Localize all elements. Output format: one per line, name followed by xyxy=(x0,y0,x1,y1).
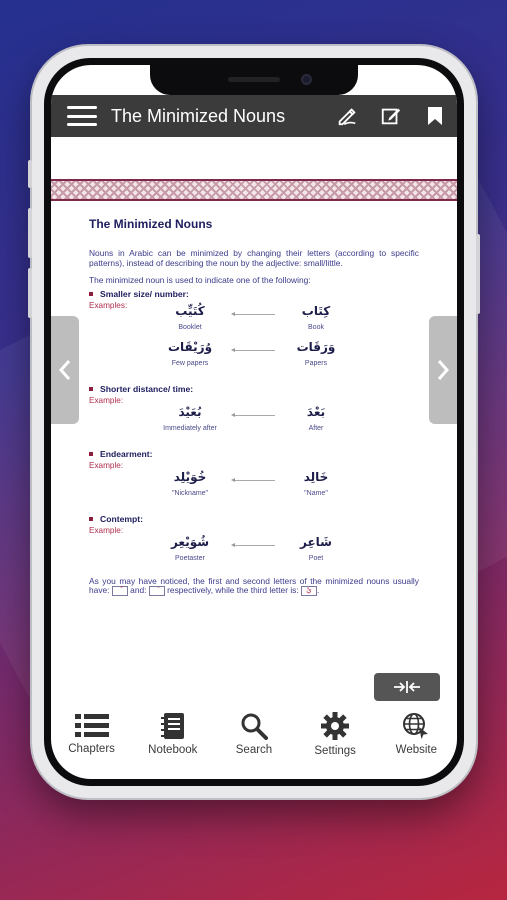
bullet xyxy=(89,292,93,296)
camera xyxy=(301,74,312,85)
bottom-navigation xyxy=(51,705,457,763)
example-label: Example: xyxy=(89,460,124,470)
phone-bezel xyxy=(44,58,464,786)
highlight-pen-icon[interactable] xyxy=(325,95,369,137)
nav-settings[interactable] xyxy=(295,711,375,757)
section-endearment xyxy=(89,449,419,506)
notebook-icon xyxy=(161,712,185,740)
arrow xyxy=(235,314,275,315)
app-bar xyxy=(51,95,457,137)
original-word: كِتَاب xyxy=(301,303,331,318)
section-heading: Endearment: xyxy=(100,448,153,459)
chevron-right-icon xyxy=(436,359,450,381)
arrow xyxy=(235,545,275,546)
damma-mark-box xyxy=(112,586,128,596)
example-pair xyxy=(89,535,419,571)
section-heading: Contempt: xyxy=(100,513,143,524)
minimized-word: كُتَيِّب xyxy=(175,303,205,318)
minimized-word: بُعَيْدَ xyxy=(178,404,202,419)
menu-icon[interactable] xyxy=(67,106,97,126)
edit-note-icon[interactable] xyxy=(369,95,413,137)
minimized-gloss: Poetaster xyxy=(175,554,205,562)
example-pair xyxy=(89,304,419,340)
section-heading: Shorter distance/ time: xyxy=(100,383,194,394)
section-heading: Smaller size/ number: xyxy=(100,288,189,299)
bullet xyxy=(89,387,93,391)
phone-frame xyxy=(32,46,476,798)
collapse-arrows-icon xyxy=(392,679,422,695)
arrow xyxy=(235,415,275,416)
power-button xyxy=(476,234,480,314)
phone-screen xyxy=(51,65,457,779)
decorative-band xyxy=(51,179,457,201)
lead-paragraph: The minimized noun is used to indicate one of the following: xyxy=(89,274,311,285)
volume-down-button xyxy=(28,268,32,318)
original-gloss: After xyxy=(308,424,324,432)
search-icon xyxy=(240,712,268,740)
arrow xyxy=(235,350,275,351)
bullet xyxy=(89,517,93,521)
fatha-mark-box xyxy=(149,586,165,596)
nav-label: Search xyxy=(235,744,273,756)
gear-icon xyxy=(320,711,350,741)
example-pair xyxy=(89,470,419,506)
minimized-word: شُوَيْعِر xyxy=(170,534,210,549)
minimized-word: خُوَيْلِد xyxy=(173,469,207,484)
original-word: وَرَقَات xyxy=(296,339,336,354)
original-gloss: Papers xyxy=(304,359,328,367)
original-word: خَالِد xyxy=(303,469,329,484)
original-gloss: Book xyxy=(308,323,324,331)
original-gloss: Poet xyxy=(308,554,324,562)
nav-search[interactable] xyxy=(214,712,294,756)
intro-paragraph: Nouns in Arabic can be minimized by changing their letters (according to specific patterns), instead of describing the noun by the adjective: small/little. xyxy=(89,248,419,268)
speaker xyxy=(228,77,280,82)
mute-switch xyxy=(28,160,32,188)
minimized-gloss: "Nickname" xyxy=(171,489,209,497)
page-title: The Minimized Nouns xyxy=(89,217,213,231)
nav-chapters[interactable] xyxy=(52,713,132,755)
minimized-word: وُرَيْقَات xyxy=(167,339,213,354)
example-label: Example: xyxy=(89,395,124,405)
minimized-gloss: Few papers xyxy=(171,359,209,367)
volume-up-button xyxy=(28,208,32,258)
minimized-gloss: Booklet xyxy=(178,323,202,331)
example-label: Example: xyxy=(89,525,124,535)
app-title: The Minimized Nouns xyxy=(111,105,286,126)
next-page-button[interactable] xyxy=(429,316,457,424)
previous-page-button[interactable] xyxy=(51,316,79,424)
original-word: بَعْدَ xyxy=(306,404,326,419)
closing-paragraph: As you may have noticed, the first and second letters of the minimized nouns usually have: and: respectively, while the third letter is: يْ . xyxy=(89,575,419,596)
list-icon xyxy=(75,713,109,739)
nav-website[interactable] xyxy=(376,712,456,756)
fit-page-button[interactable] xyxy=(374,673,440,701)
nav-notebook[interactable] xyxy=(133,712,213,756)
original-word: شَاعِر xyxy=(300,534,332,549)
section-contempt xyxy=(89,514,419,571)
arrow xyxy=(235,480,275,481)
minimized-gloss: Immediately after xyxy=(163,424,217,432)
chevron-left-icon xyxy=(58,359,72,381)
notch xyxy=(150,65,358,95)
page-content xyxy=(89,217,419,596)
globe-icon xyxy=(402,712,430,740)
book-page[interactable] xyxy=(51,137,457,665)
nav-label: Notebook xyxy=(148,744,198,756)
example-pair xyxy=(89,405,419,441)
original-gloss: "Name" xyxy=(304,489,328,497)
examples-label: Examples: xyxy=(89,300,128,310)
section-smaller-size xyxy=(89,289,419,376)
nav-label: Chapters xyxy=(68,743,115,755)
bullet xyxy=(89,452,93,456)
example-pair xyxy=(89,340,419,376)
nav-label: Settings xyxy=(314,745,356,757)
ya-sakin-box: يْ xyxy=(301,586,317,596)
bookmark-icon[interactable] xyxy=(413,95,457,137)
nav-label: Website xyxy=(395,744,438,756)
section-shorter-distance xyxy=(89,384,419,441)
